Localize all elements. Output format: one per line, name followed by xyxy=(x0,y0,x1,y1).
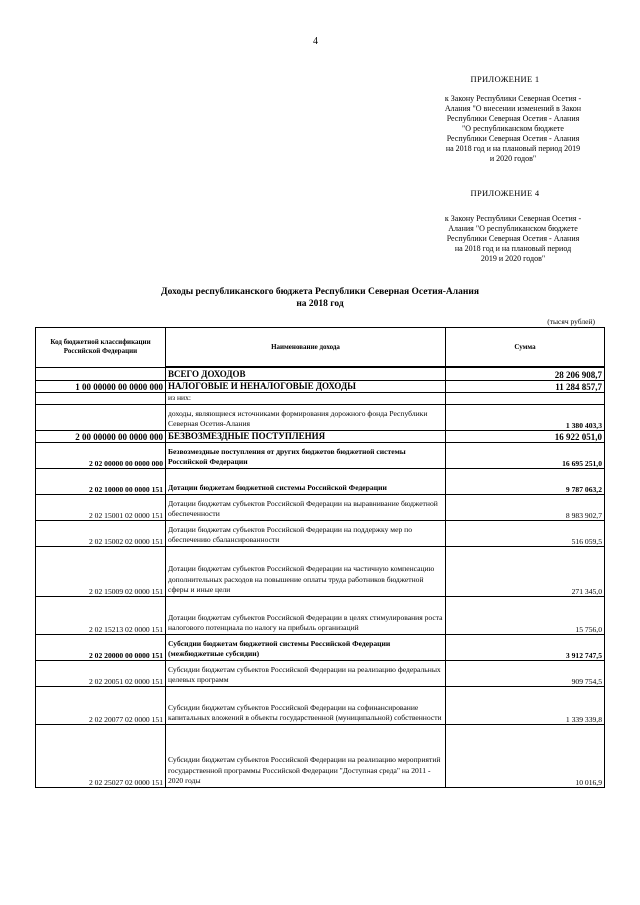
row-sum: 1 380 403,3 xyxy=(446,404,605,430)
table-row xyxy=(36,660,605,686)
row-sum: 516 059,5 xyxy=(446,520,605,546)
appendix-4-title: ПРИЛОЖЕНИЕ 4 xyxy=(470,188,540,198)
document-title-line-2: на 2018 год xyxy=(296,299,344,309)
header-code: Код бюджетной классификации Российской Федерации xyxy=(36,328,166,368)
row-name: Дотации бюджетам субъектов Российской Федерации в целях стимулирования роста налогового потенциала по налогу на прибыль организаций xyxy=(166,596,446,634)
table-row xyxy=(36,392,605,404)
appendix-4-line: Алания "О республиканском бюджете xyxy=(448,224,578,233)
table-row xyxy=(36,367,605,380)
table-row xyxy=(36,686,605,724)
row-sum: 16 922 051,0 xyxy=(446,430,605,442)
table-row xyxy=(36,634,605,660)
row-sum xyxy=(446,392,605,404)
row-code: 2 02 15002 02 0000 151 xyxy=(36,520,166,546)
row-code: 2 02 20051 02 0000 151 xyxy=(36,660,166,686)
table-row xyxy=(36,404,605,430)
row-code: 2 00 00000 00 0000 000 xyxy=(36,430,166,442)
table-row xyxy=(36,442,605,468)
row-code xyxy=(36,392,166,404)
appendix-1-title: ПРИЛОЖЕНИЕ 1 xyxy=(470,74,540,84)
income-table xyxy=(35,327,605,788)
row-code: 2 02 25027 02 0000 151 xyxy=(36,724,166,787)
row-code: 2 02 20077 02 0000 151 xyxy=(36,686,166,724)
row-sum: 10 016,9 xyxy=(446,724,605,787)
appendix-4-text xyxy=(421,214,605,264)
table-row xyxy=(36,494,605,520)
row-name: ВСЕГО ДОХОДОВ xyxy=(166,367,446,380)
row-name: Субсидии бюджетам субъектов Российской Федерации на софинансирование капитальных вложений в объекты государственной (муниципальной) собственности xyxy=(166,686,446,724)
row-code: 2 02 15213 02 0000 151 xyxy=(36,596,166,634)
row-sum: 11 284 857,7 xyxy=(446,380,605,392)
row-code: 2 02 10000 00 0000 151 xyxy=(36,468,166,494)
row-name: Безвозмездные поступления от других бюджетов бюджетной системы Российской Федерации xyxy=(166,442,446,468)
appendix-1-line: "О республиканском бюджете xyxy=(462,124,564,133)
row-code: 2 02 15009 02 0000 151 xyxy=(36,546,166,596)
table-body xyxy=(36,367,605,787)
row-sum: 909 754,5 xyxy=(446,660,605,686)
table-header-row xyxy=(36,328,605,368)
document-title xyxy=(100,286,540,310)
row-code: 2 02 15001 02 0000 151 xyxy=(36,494,166,520)
header-sum: Сумма xyxy=(446,328,605,368)
appendix-4-line: Республики Северная Осетия - Алания xyxy=(446,234,580,243)
row-name: Субсидии бюджетам субъектов Российской Федерации на реализацию мероприятий государственной программы Российской Федерации "Доступная среда" на 2011 - 2020 годы xyxy=(166,724,446,787)
appendix-4-line: к Закону Республики Северная Осетия - xyxy=(444,214,582,223)
appendix-4 xyxy=(405,188,605,264)
appendix-1-line: к Закону Республики Северная Осетия - xyxy=(444,94,582,103)
appendix-1-text xyxy=(421,94,605,164)
appendix-1-line: Республики Северная Осетия - Алания xyxy=(446,114,580,123)
row-code xyxy=(36,404,166,430)
table-row xyxy=(36,520,605,546)
row-name: Дотации бюджетам субъектов Российской Федерации на выравнивание бюджетной обеспеченности xyxy=(166,494,446,520)
row-name: доходы, являющиеся источниками формирования дорожного фонда Республики Северная Осетия-Алания xyxy=(166,404,446,430)
row-name: из них: xyxy=(166,392,446,404)
appendix-1-line: Республики Северная Осетия - Алания xyxy=(446,134,580,143)
appendix-4-line: 2019 и 2020 годов" xyxy=(480,254,546,263)
row-sum: 15 756,0 xyxy=(446,596,605,634)
row-sum: 16 695 251,0 xyxy=(446,442,605,468)
row-sum: 28 206 908,7 xyxy=(446,367,605,380)
page-number: 4 xyxy=(313,36,318,47)
row-sum: 8 983 902,7 xyxy=(446,494,605,520)
appendix-1-line: Алания "О внесении изменений в Закон xyxy=(444,104,582,113)
header-name: Наименование дохода xyxy=(166,328,446,368)
appendix-1-line: на 2018 год и на плановый период 2019 xyxy=(445,144,581,153)
row-name: Субсидии бюджетам бюджетной системы Российской Федерации (межбюджетные субсидии) xyxy=(166,634,446,660)
table-row xyxy=(36,430,605,442)
row-code: 1 00 00000 00 0000 000 xyxy=(36,380,166,392)
table-row xyxy=(36,546,605,596)
table-row xyxy=(36,468,605,494)
row-sum: 1 339 339,8 xyxy=(446,686,605,724)
table-row xyxy=(36,380,605,392)
row-code: 2 02 20000 00 0000 151 xyxy=(36,634,166,660)
row-name: Дотации бюджетам субъектов Российской Федерации на частичную компенсацию дополнительных расходов на повышение оплаты труда работников бюджетной сферы и иные цели xyxy=(166,546,446,596)
row-name: НАЛОГОВЫЕ И НЕНАЛОГОВЫЕ ДОХОДЫ xyxy=(166,380,446,392)
table-row xyxy=(36,724,605,787)
row-name: Субсидии бюджетам субъектов Российской Федерации на реализацию федеральных целевых программ xyxy=(166,660,446,686)
appendix-4-line: на 2018 год и на плановый период xyxy=(454,244,572,253)
row-sum: 9 787 063,2 xyxy=(446,468,605,494)
unit-label: (тысяч рублей) xyxy=(547,317,595,326)
document-title-line-1: Доходы республиканского бюджета Республики Северная Осетия-Алания xyxy=(161,287,479,297)
row-sum: 271 345,0 xyxy=(446,546,605,596)
appendix-1 xyxy=(405,74,605,164)
row-name: БЕЗВОЗМЕЗДНЫЕ ПОСТУПЛЕНИЯ xyxy=(166,430,446,442)
row-sum: 3 912 747,5 xyxy=(446,634,605,660)
row-name: Дотации бюджетам субъектов Российской Федерации на поддержку мер по обеспечению сбалансированности xyxy=(166,520,446,546)
row-code: 2 02 00000 00 0000 000 xyxy=(36,442,166,468)
row-name: Дотации бюджетам бюджетной системы Российской Федерации xyxy=(166,468,446,494)
table-row xyxy=(36,596,605,634)
appendix-1-line: и 2020 годов" xyxy=(489,154,537,163)
row-code xyxy=(36,367,166,380)
